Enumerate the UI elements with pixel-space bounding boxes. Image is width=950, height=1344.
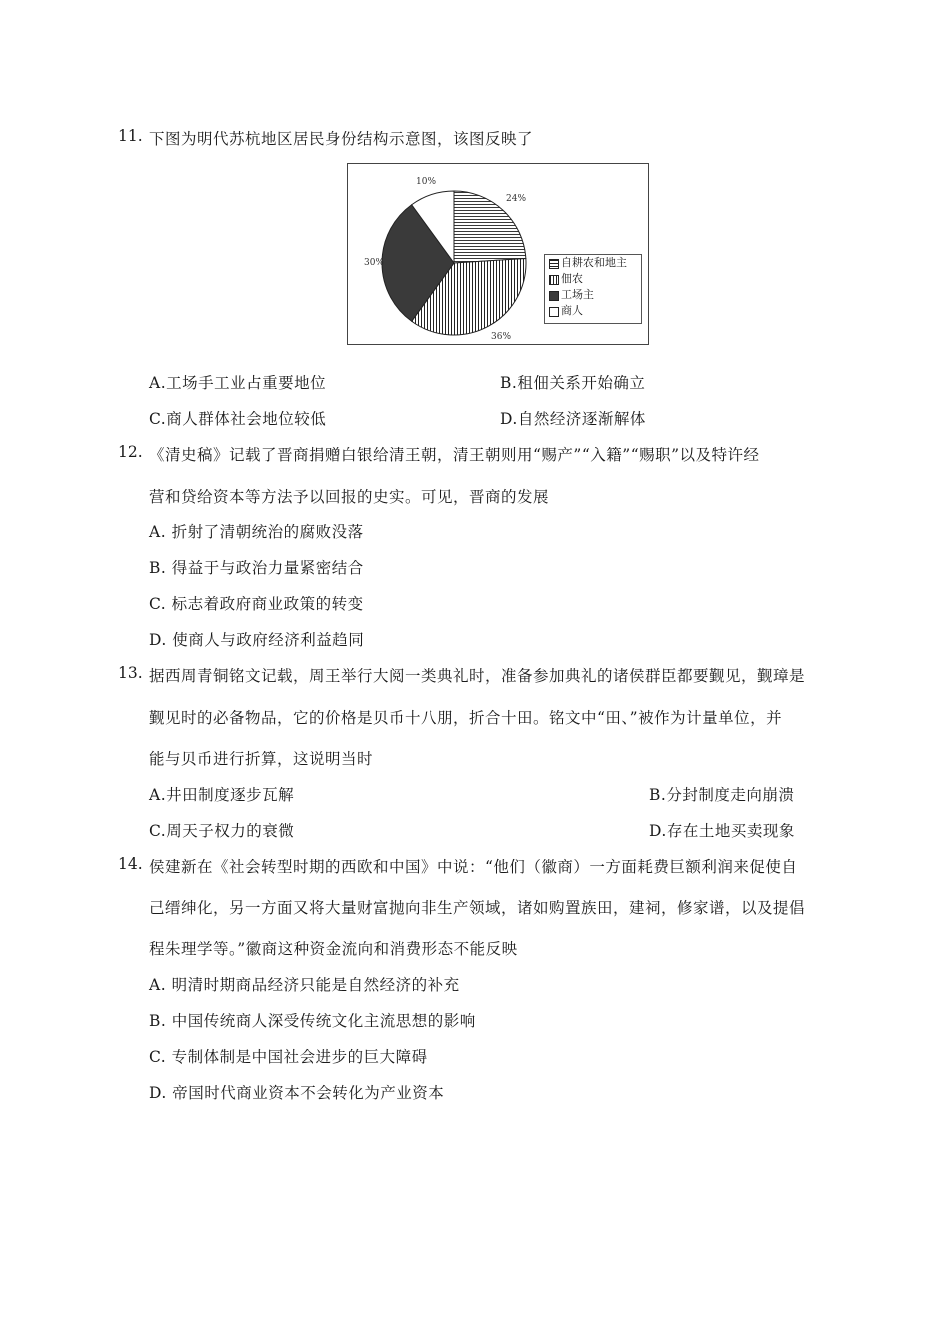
question-number: 12. xyxy=(118,443,143,461)
question-stem: 己缙绅化，另一方面又将大量财富抛向非生产领域，诸如购置族田，建祠，修家谱，以及提倡 xyxy=(149,899,806,917)
vertical-stripe-swatch-icon xyxy=(549,275,559,285)
legend-item xyxy=(545,287,641,303)
solid-swatch-icon xyxy=(549,291,559,301)
legend-item xyxy=(545,303,641,319)
horizontal-stripe-swatch-icon xyxy=(549,259,559,269)
legend-item xyxy=(545,255,641,271)
question-stem: 据西周青铜铭文记载，周王举行大阅一类典礼时，准备参加典礼的诸侯群臣都要觐见，觐璋是 xyxy=(149,667,806,685)
legend-label: 自耕农和地主 xyxy=(561,256,627,269)
option-b: B. 中国传统商人深受传统文化主流思想的影响 xyxy=(149,1012,476,1030)
option-c: C. 标志着政府商业政策的转变 xyxy=(149,595,364,613)
question-stem: 《清史稿》记载了晋商捐赠白银给清王朝，清王朝则用“赐产”“入籍”“赐职”以及特许经 xyxy=(149,446,760,464)
pie-chart-figure xyxy=(347,163,649,345)
chart-legend xyxy=(544,254,642,324)
legend-label: 商人 xyxy=(561,304,583,317)
white-swatch-icon xyxy=(549,307,559,317)
question-stem: 能与贝币进行折算，这说明当时 xyxy=(149,750,374,768)
pie-value-label: 10% xyxy=(416,177,437,187)
question-stem: 觐见时的必备物品，它的价格是贝币十八朋，折合十田。铭文中“田、”被作为计量单位，并 xyxy=(149,709,783,727)
option-d: D.存在土地买卖现象 xyxy=(649,822,795,840)
question-number: 11. xyxy=(118,127,143,145)
option-a: A.工场手工业占重要地位 xyxy=(149,374,327,392)
option-d: D.自然经济逐渐解体 xyxy=(500,410,646,428)
question-stem: 侯建新在《社会转型时期的西欧和中国》中说：“他们（徽商）一方面耗费巨额利润来促使自 xyxy=(149,858,798,876)
option-c: C.商人群体社会地位较低 xyxy=(149,410,327,428)
pie-value-label: 30% xyxy=(364,258,385,268)
option-a: A. 明清时期商品经济只能是自然经济的补充 xyxy=(149,976,460,994)
pie-value-label: 36% xyxy=(491,332,512,342)
question-stem: 下图为明代苏杭地区居民身份结构示意图，该图反映了 xyxy=(149,130,534,148)
option-b: B.分封制度走向崩溃 xyxy=(649,786,795,804)
option-b: B. 得益于与政治力量紧密结合 xyxy=(149,559,364,577)
option-a: A.井田制度逐步瓦解 xyxy=(149,786,295,804)
legend-item xyxy=(545,271,641,287)
option-a: A. 折射了清朝统治的腐败没落 xyxy=(149,523,364,541)
option-d: D. 使商人与政府经济利益趋同 xyxy=(149,631,365,649)
question-stem: 程朱理学等。”徽商这种资金流向和消费形态不能反映 xyxy=(149,940,518,958)
pie-value-label: 24% xyxy=(506,194,527,204)
question-stem: 营和贷给资本等方法予以回报的史实。可见，晋商的发展 xyxy=(149,488,550,506)
option-c: C. 专制体制是中国社会进步的巨大障碍 xyxy=(149,1048,428,1066)
legend-label: 佃农 xyxy=(561,272,583,285)
legend-label: 工场主 xyxy=(561,288,594,301)
option-b: B.租佃关系开始确立 xyxy=(500,374,646,392)
question-number: 13. xyxy=(118,664,143,682)
option-c: C.周天子权力的衰微 xyxy=(149,822,295,840)
question-number: 14. xyxy=(118,855,143,873)
option-d: D. 帝国时代商业资本不会转化为产业资本 xyxy=(149,1084,445,1102)
